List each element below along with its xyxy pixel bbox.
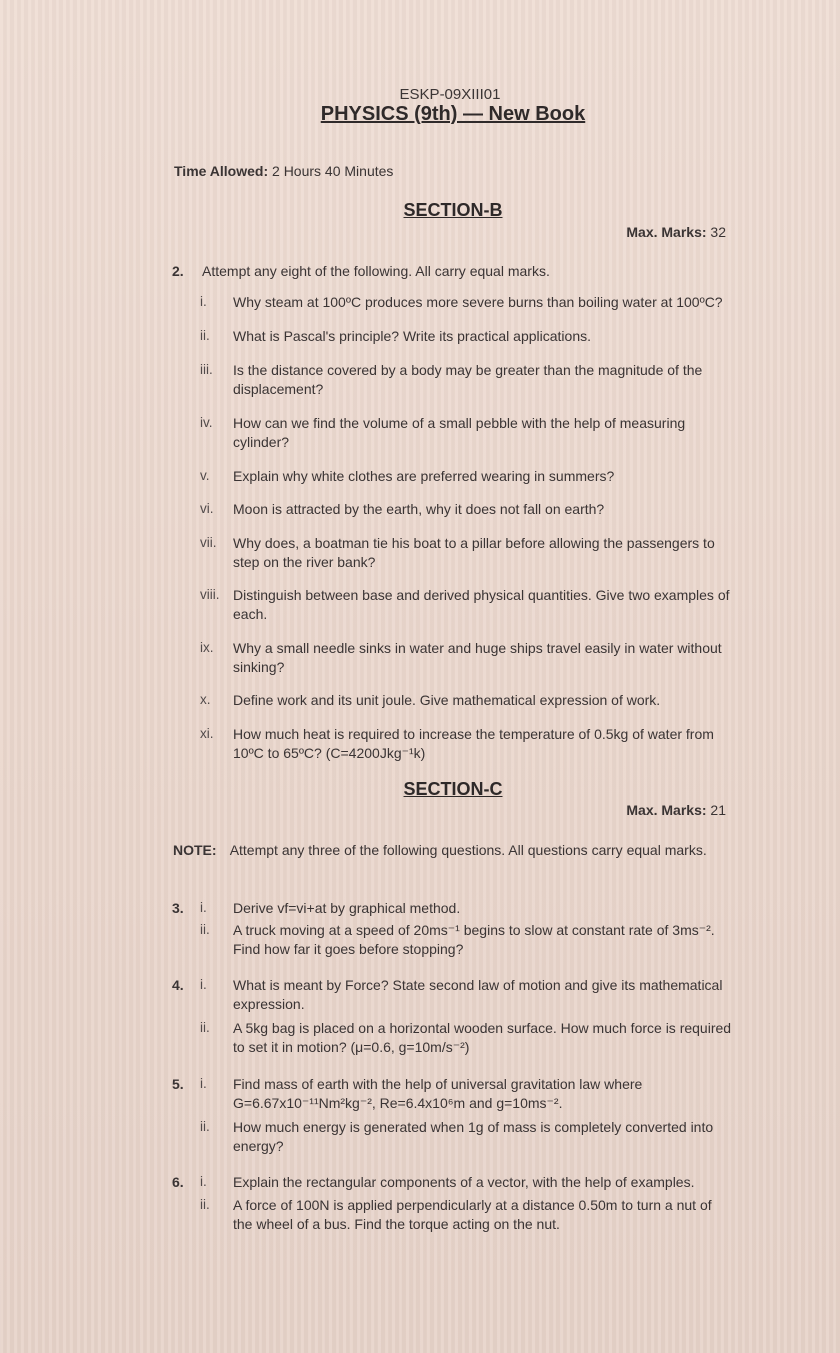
item-number: viii. — [200, 587, 220, 602]
item-text: Why does, a boatman tie his boat to a pillar before allowing the passengers to step on the river bank? — [233, 535, 715, 570]
note-text: Attempt any three of the following questions. All questions carry equal marks. — [229, 842, 707, 858]
item-text: Why steam at 100ºC produces more severe burns than boiling water at 100ºC? — [233, 294, 723, 310]
part-text: A 5kg bag is placed on a horizontal wooden surface. How much force is required to set it in motion? (μ=0.6, g=10m/s⁻²) — [233, 1020, 732, 1055]
item-number: iv. — [200, 415, 213, 430]
part-text: How much energy is generated when 1g of mass is completely converted into energy? — [233, 1119, 714, 1154]
paper-code: ESKP-09XIII01 — [399, 86, 501, 103]
section-c-max-marks — [626, 802, 726, 818]
item-text: Moon is attracted by the earth, why it does not fall on earth? — [233, 501, 605, 517]
question-number: 4. — [172, 977, 184, 993]
item-text: How much heat is required to increase the temperature of 0.5kg of water from 10ºC to 65ºC? (C=4200Jkg⁻¹k) — [233, 726, 714, 761]
note-label: NOTE: — [173, 842, 217, 858]
item-text: Why a small needle sinks in water and huge ships travel easily in water without sinking? — [233, 640, 722, 675]
item-text: Explain why white clothes are preferred wearing in summers? — [233, 468, 615, 484]
item-number: i. — [200, 294, 207, 309]
part-text: Derive vf=vi+at by graphical method. — [233, 900, 461, 916]
question-number: 3. — [172, 900, 184, 916]
section-note — [173, 842, 707, 858]
item-text: Distinguish between base and derived physical quantities. Give two examples of each. — [233, 587, 730, 622]
max-value: 21 — [710, 802, 726, 818]
section-b-max-marks — [626, 224, 726, 240]
part-number: i. — [200, 977, 207, 992]
max-label: Max. Marks: — [626, 802, 707, 818]
item-number: ix. — [200, 640, 214, 655]
part-number: ii. — [200, 1020, 210, 1035]
item-number: vi. — [200, 501, 214, 516]
part-text: Explain the rectangular components of a vector, with the help of examples. — [233, 1174, 695, 1190]
item-text: Define work and its unit joule. Give mathematical expression of work. — [233, 692, 661, 708]
item-text: How can we find the volume of a small pebble with the help of measuring cylinder? — [233, 415, 686, 450]
part-number: i. — [200, 1174, 207, 1189]
question-number: 2. — [172, 263, 184, 279]
item-number: v. — [200, 468, 210, 483]
question-number: 5. — [172, 1076, 184, 1092]
item-number: iii. — [200, 362, 213, 377]
item-number: ii. — [200, 328, 210, 343]
part-number: i. — [200, 1076, 207, 1091]
time-value: 2 Hours 40 Minutes — [272, 163, 394, 179]
item-number: x. — [200, 692, 211, 707]
max-value: 32 — [710, 224, 726, 240]
max-label: Max. Marks: — [626, 224, 707, 240]
part-text: What is meant by Force? State second law of motion and give its mathematical expression. — [233, 977, 723, 1012]
question-number: 6. — [172, 1174, 184, 1190]
paper-title: PHYSICS (9th) — New Book — [320, 103, 586, 125]
section-b-title: SECTION-B — [403, 200, 503, 220]
part-text: A truck moving at a speed of 20ms⁻¹ begins to slow at constant rate of 3ms⁻². Find how far it goes before stopping? — [233, 922, 715, 957]
item-text: Is the distance covered by a body may be greater than the magnitude of the displacement? — [233, 362, 703, 397]
part-text: Find mass of earth with the help of universal gravitation law where G=6.67x10⁻¹¹Nm²kg⁻², Re=6.4x10⁶m and g=10ms⁻². — [233, 1076, 643, 1111]
time-allowed — [174, 163, 393, 179]
item-number: vii. — [200, 535, 217, 550]
section-c-title: SECTION-C — [403, 779, 503, 799]
part-text: A force of 100N is applied perpendicularly at a distance 0.50m to turn a nut of the wheel of a bus. Find the torque acting on the nut. — [233, 1197, 712, 1232]
question-instruction: Attempt any eight of the following. All carry equal marks. — [202, 263, 550, 279]
part-number: ii. — [200, 922, 210, 937]
time-label: Time Allowed: — [174, 163, 269, 179]
part-number: ii. — [200, 1197, 210, 1212]
item-number: xi. — [200, 726, 214, 741]
item-text: What is Pascal's principle? Write its practical applications. — [233, 328, 591, 344]
part-number: ii. — [200, 1119, 210, 1134]
part-number: i. — [200, 900, 207, 915]
